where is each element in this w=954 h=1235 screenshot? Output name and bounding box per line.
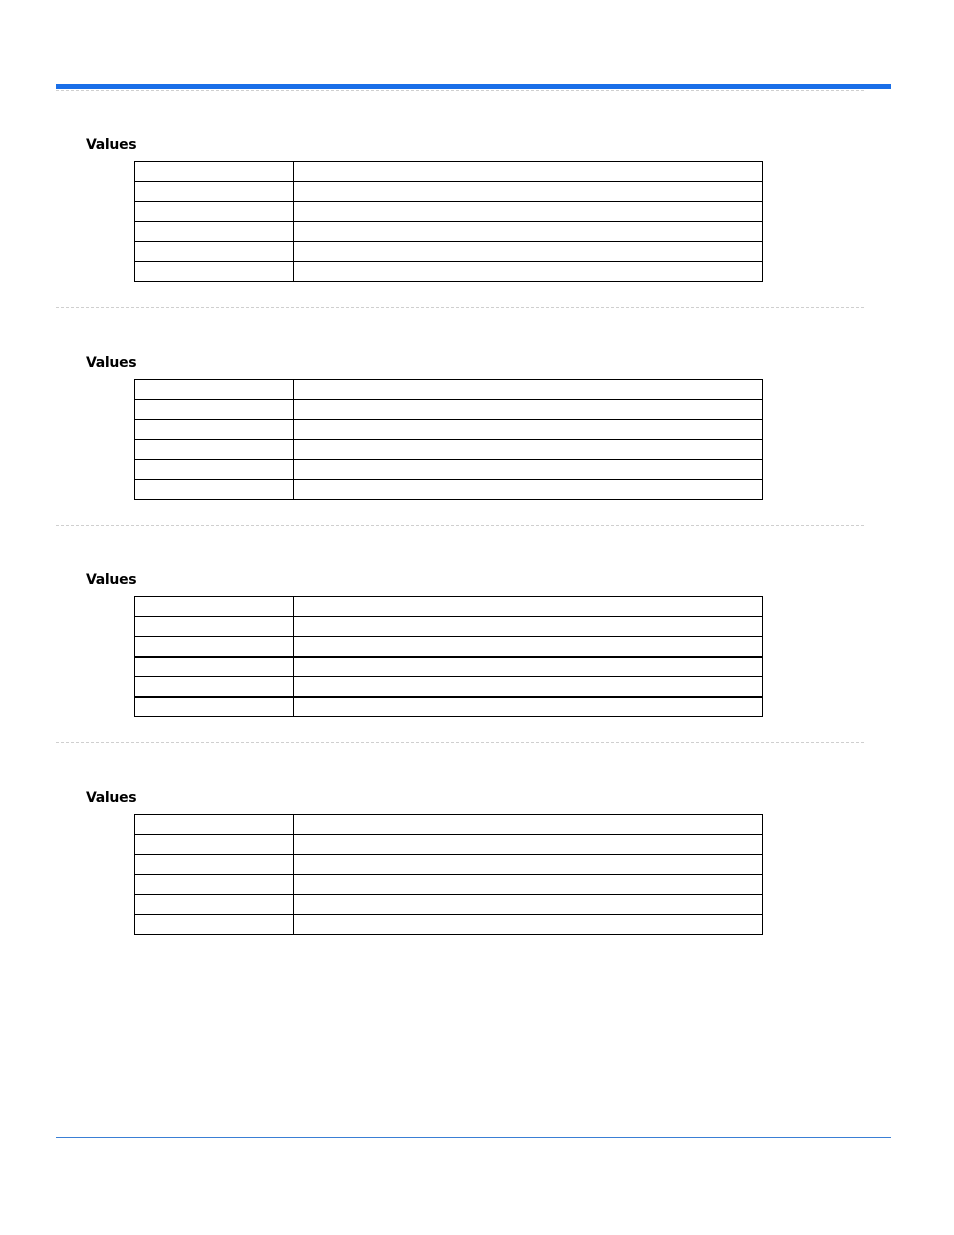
section-divider (56, 525, 864, 526)
section-divider (56, 742, 864, 743)
table-cell-value (294, 440, 763, 460)
table-row (135, 182, 763, 202)
table-cell-value (294, 617, 763, 637)
table-row (135, 420, 763, 440)
table-row (135, 597, 763, 617)
table-cell-key (135, 242, 294, 262)
table-row (135, 262, 763, 282)
table-cell-value (294, 815, 763, 835)
table-cell-key (135, 657, 294, 677)
table-row (135, 677, 763, 697)
table-row (135, 242, 763, 262)
header-accent-bar (56, 84, 891, 89)
table-cell-value (294, 202, 763, 222)
table-cell-value (294, 242, 763, 262)
table-cell-value (294, 637, 763, 657)
table-row (135, 697, 763, 717)
table-row (135, 657, 763, 677)
table-cell-key (135, 162, 294, 182)
table-row (135, 380, 763, 400)
table-cell-value (294, 677, 763, 697)
table-cell-value (294, 222, 763, 242)
table-cell-key (135, 815, 294, 835)
values-table (134, 596, 763, 717)
section-title: Values (86, 137, 137, 153)
table-cell-value (294, 597, 763, 617)
table-row (135, 400, 763, 420)
table-cell-key (135, 677, 294, 697)
table-cell-key (135, 420, 294, 440)
table-cell-value (294, 460, 763, 480)
table-cell-value (294, 855, 763, 875)
table-cell-key (135, 262, 294, 282)
section-title: Values (86, 572, 137, 588)
values-table (134, 161, 763, 282)
header-dashed-rule (56, 90, 864, 91)
table-row (135, 835, 763, 855)
table-cell-value (294, 182, 763, 202)
table-cell-key (135, 222, 294, 242)
table-cell-key (135, 915, 294, 935)
table-row (135, 637, 763, 657)
footer-rule (56, 1137, 891, 1138)
table-cell-key (135, 875, 294, 895)
table-cell-value (294, 480, 763, 500)
table-row (135, 855, 763, 875)
table-cell-value (294, 895, 763, 915)
table-cell-value (294, 915, 763, 935)
table-cell-key (135, 440, 294, 460)
table-cell-key (135, 835, 294, 855)
table-row (135, 460, 763, 480)
table-cell-key (135, 182, 294, 202)
table-cell-value (294, 835, 763, 855)
section-title: Values (86, 790, 137, 806)
table-cell-value (294, 400, 763, 420)
table-row (135, 895, 763, 915)
section-title: Values (86, 355, 137, 371)
table-row (135, 202, 763, 222)
table-row (135, 162, 763, 182)
table-cell-key (135, 637, 294, 657)
table-cell-value (294, 262, 763, 282)
table-cell-key (135, 697, 294, 717)
table-row (135, 617, 763, 637)
values-table (134, 814, 763, 935)
table-row (135, 915, 763, 935)
table-cell-value (294, 697, 763, 717)
section-divider (56, 307, 864, 308)
table-cell-value (294, 875, 763, 895)
table-cell-key (135, 480, 294, 500)
table-cell-key (135, 202, 294, 222)
table-row (135, 875, 763, 895)
table-row (135, 222, 763, 242)
table-cell-key (135, 400, 294, 420)
table-cell-key (135, 855, 294, 875)
table-cell-key (135, 380, 294, 400)
table-row (135, 480, 763, 500)
table-cell-key (135, 895, 294, 915)
table-cell-key (135, 597, 294, 617)
table-cell-value (294, 162, 763, 182)
table-row (135, 440, 763, 460)
table-cell-key (135, 617, 294, 637)
table-row (135, 815, 763, 835)
values-table (134, 379, 763, 500)
table-cell-value (294, 420, 763, 440)
table-cell-value (294, 657, 763, 677)
table-cell-key (135, 460, 294, 480)
table-cell-value (294, 380, 763, 400)
